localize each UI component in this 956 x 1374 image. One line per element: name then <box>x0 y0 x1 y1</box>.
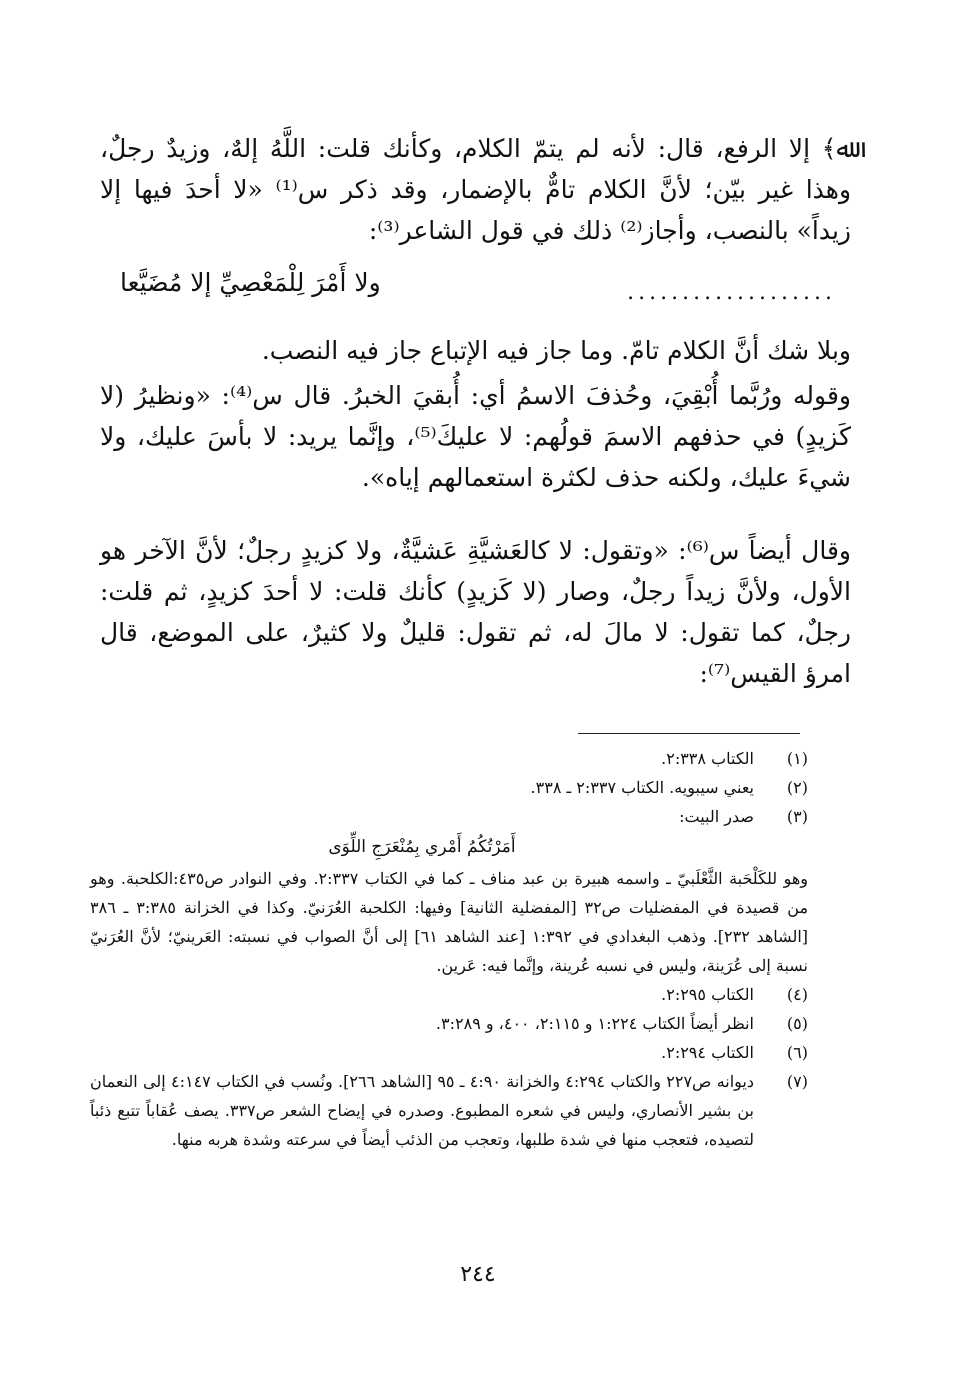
footnote-number: (٧) <box>786 1072 808 1091</box>
footnote-6 <box>90 1038 808 1067</box>
footnote-text: انظر أيضاً الكتاب ١:٢٢٤ و ٢:١١٥، ٤٠٠، و ٣:٢٨٩. <box>435 1014 754 1033</box>
paragraph-3-text: وقوله ورُبَّما أُبْقِيَ، وحُذفَ الاسمُ أي: أُبقيَ الخبرُ. قال س⁽⁴⁾: «ونظيرُ (لا كَزيدٍ) في حذفهم الاسمَ قولُهم: لا عليكَ⁽⁵⁾، وإنَّما يريد: لا بأسَ عليك، ولا شيءَ عليك، ولكنه حذف لكثرة استعمالهم إياه». <box>100 381 851 492</box>
paragraph-3 <box>100 375 851 498</box>
footnote-7 <box>90 1067 808 1154</box>
paragraph-1 <box>100 128 851 251</box>
footnote-number: (٥) <box>786 1014 808 1033</box>
footnote-3 <box>90 802 808 864</box>
verse-hemistich: ولا أَمْرَ لِلْمَعْصِيِّ إلا مُضَيَّعا <box>120 268 381 297</box>
footnote-text: الكتاب ٢:٣٣٨. <box>661 749 754 768</box>
paragraph-4-text: وقال أيضاً س⁽⁶⁾: «وتقول: لا كالعَشيَّةِ عَشيَّةٌ، ولا كزيدٍ رجلٌ؛ لأنَّ الآخر هو الأول، ولأنَّ زيداً رجلٌ، وصار (لا كَزيدٍ) كأنك قلت: لا أحدَ كزيدٍ، ثم قلت: رجلٌ، كما تقول: لا مالَ له، ثم تقول: قليلٌ ولا كثيرٌ، على الموضع، قال امرؤ القيس⁽⁷⁾: <box>100 536 851 688</box>
verse-line <box>120 268 836 312</box>
paragraph-1-text: ﷲ﴾ إلا الرفع، قال: لأنه لم يتمّ الكلام، وكأنك قلت: اللَّهُ إلهٌ، وزيدٌ رجلٌ، وهذا غير بيّن؛ لأنَّ الكلام تامٌّ بالإضمار، وقد ذكر س⁽¹⁾ «لا أحدَ فيها إلا زيداً» بالنصب، وأجاز⁽²⁾ ذلك في قول الشاعر⁽³⁾: <box>100 134 852 245</box>
verse-ellipsis: ................... <box>627 280 836 305</box>
footnote-text: الكتاب ٢:٢٩٤. <box>661 1043 754 1062</box>
footnote-text: ديوانه ص٢٢٧ والكتاب ٤:٢٩٤ والخزانة ٤:٩٠ ـ ٩٥ [الشاهد ٢٦٦]. ونُسب في الكتاب ٤:١٤٧ إلى النعمان بن بشير الأنصاري، وليس في شعره المطبوع. وصدره في إيضاح الشعر ص٣٣٧. يصف عُقاباً تتبع ذئباً لتصيده، فتعجب منها في شدة طلبها، وتعجب من الذئب أيضاً في سرعته وشدة هربه منها. <box>90 1072 755 1149</box>
footnote-text: صدر البيت: <box>679 807 754 826</box>
footnote-4 <box>90 980 808 1009</box>
footnote-text: يعني سيبويه. الكتاب ٢:٣٣٧ ـ ٣٣٨. <box>530 778 754 797</box>
footnote-text: وهو للكَلْحَبة الثَّعْلَبيّ ـ واسمه هبيرة بن عبد مناف ـ كما في الكتاب ٢:٣٣٧. وفي النوادر ص٤٣٥:الكلحبة. وهو من قصيدة في المفضليات ص٣٢ [المفضلية الثانية] وفيها: الكلحبة العُرَنيّ. وكذا في الخزانة ٣:٣٨٥ ـ ٣٨٦ [الشاهد ٢٣٢]. وذهب البغدادي في ١:٣٩٢ [عند الشاهد ٦١] إلى أنَّ الصواب في نسبته: العَرينيّ؛ لأنَّ العُرَنيّ نسبة إلى عُرَينة، وليس في نسبه عُرينة، وإنَّما فيه: عَرين. <box>90 869 809 975</box>
paragraph-2-text: وبلا شك أنَّ الكلام تامّ. وما جاز فيه الإتباع جاز فيه النصب. <box>261 336 851 365</box>
footnote-number: (٤) <box>786 985 808 1004</box>
footnote-3-commentary <box>90 864 808 980</box>
footnote-number: (٣) <box>786 807 808 826</box>
page-number: ٢٤٤ <box>460 1262 496 1287</box>
footnotes <box>90 744 808 1154</box>
footnote-verse: أَمَرْتُكُمُ أَمْري بِمُنْعَرَجِ اللِّوَى <box>328 837 516 857</box>
footnote-5 <box>90 1009 808 1038</box>
footnote-separator <box>578 733 800 734</box>
paragraph-4 <box>100 530 851 694</box>
footnote-2 <box>90 773 808 802</box>
footnote-1 <box>90 744 808 773</box>
footnote-text: الكتاب ٢:٢٩٥. <box>661 985 754 1004</box>
footnote-number: (٢) <box>786 778 808 797</box>
footnote-number: (٦) <box>786 1043 808 1062</box>
paragraph-2 <box>100 330 851 371</box>
footnote-number: (١) <box>786 749 808 768</box>
